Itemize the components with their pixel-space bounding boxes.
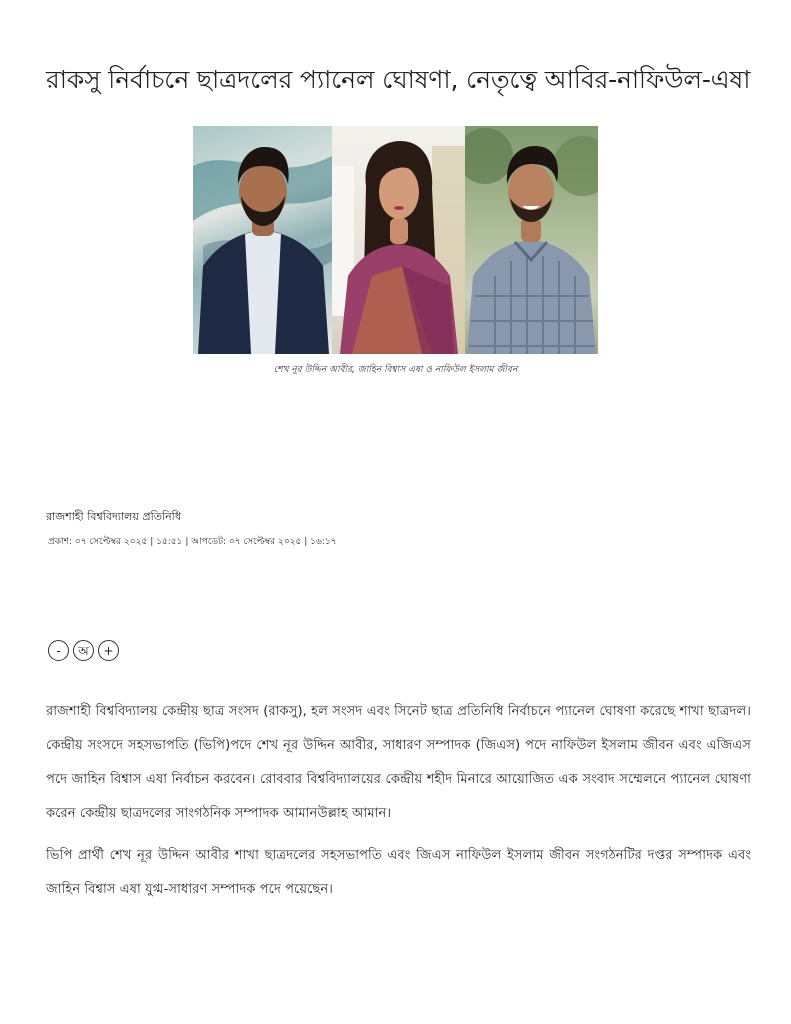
article-paragraph-2: ভিপি প্রার্থী শেখ নূর উদ্দিন আবীর শাখা ছাত্রদলের সহসভাপতি এবং জিএস নাফিউল ইসলাম জীবন সংগঠনটির দপ্তর সম্পাদক এবং জাহিন বিশ্বাস এষা যুগ্ম-সাধারণ সম্পাদক পদে পয়েছেন। xyxy=(46,848,751,897)
article-body xyxy=(46,695,751,915)
person-abir-illustration xyxy=(193,126,332,354)
font-size-controls xyxy=(48,640,119,661)
lead-photo-figure xyxy=(193,126,598,377)
reset-font-button[interactable]: অ xyxy=(73,640,94,661)
lead-photo xyxy=(193,126,598,354)
reporter-byline: রাজশাহী বিশ্ববিদ্যালয় প্রতিনিধি xyxy=(46,510,181,523)
person-jibon-illustration xyxy=(465,126,598,354)
photo-panel-jibon xyxy=(465,126,598,354)
publish-meta: প্রকাশ: ০৭ সেপ্টেম্বর ২০২৫ | ১৫:৫১ | আপডেট: ০৭ সেপ্টেম্বর ২০২৫ | ১৬:১৭ xyxy=(48,537,337,547)
person-esha-illustration xyxy=(332,126,465,354)
photo-panel-abir xyxy=(193,126,332,354)
decrease-font-button[interactable]: - xyxy=(48,640,69,661)
increase-font-button[interactable]: + xyxy=(98,640,119,661)
article-paragraph-1: রাজশাহী বিশ্ববিদ্যালয় কেন্দ্রীয় ছাত্র সংসদ (রাকসু), হল সংসদ এবং সিনেট ছাত্র প্রতিনিধি নির্বাচনে প্যানেল ঘোষণা করেছে শাখা ছাত্রদল। কেন্দ্রীয় সংসদে সহসভাপতি (ভিপি)পদে শেখ নূর উদ্দিন আবীর, সাধারণ সম্পাদক (জিএস) পদে নাফিউল ইসলাম জীবন এবং এজিএস পদে জাহিন বিশ্বাস এষা নির্বাচন করবেন। রোববার বিশ্ববিদ্যালয়ের কেন্দ্রীয় শহীদ মিনারে আয়োজিত এক সংবাদ সম্মেলনে প্যানেল ঘোষণা করেন কেন্দ্রীয় ছাত্রদলের সাংগঠনিক সম্পাদক আমানউল্লাহ আমান। xyxy=(46,704,751,821)
photo-panel-esha xyxy=(332,126,465,354)
article-headline: রাকসু নির্বাচনে ছাত্রদলের প্যানেল ঘোষণা, নেতৃত্বে আবির-নাফিউল-এষা xyxy=(46,65,751,94)
photo-caption: শেখ নূর উদ্দিন আবীর, জাহিন বিশ্বাস এষা ও নাফিউল ইসলাম জীবন xyxy=(273,365,518,375)
